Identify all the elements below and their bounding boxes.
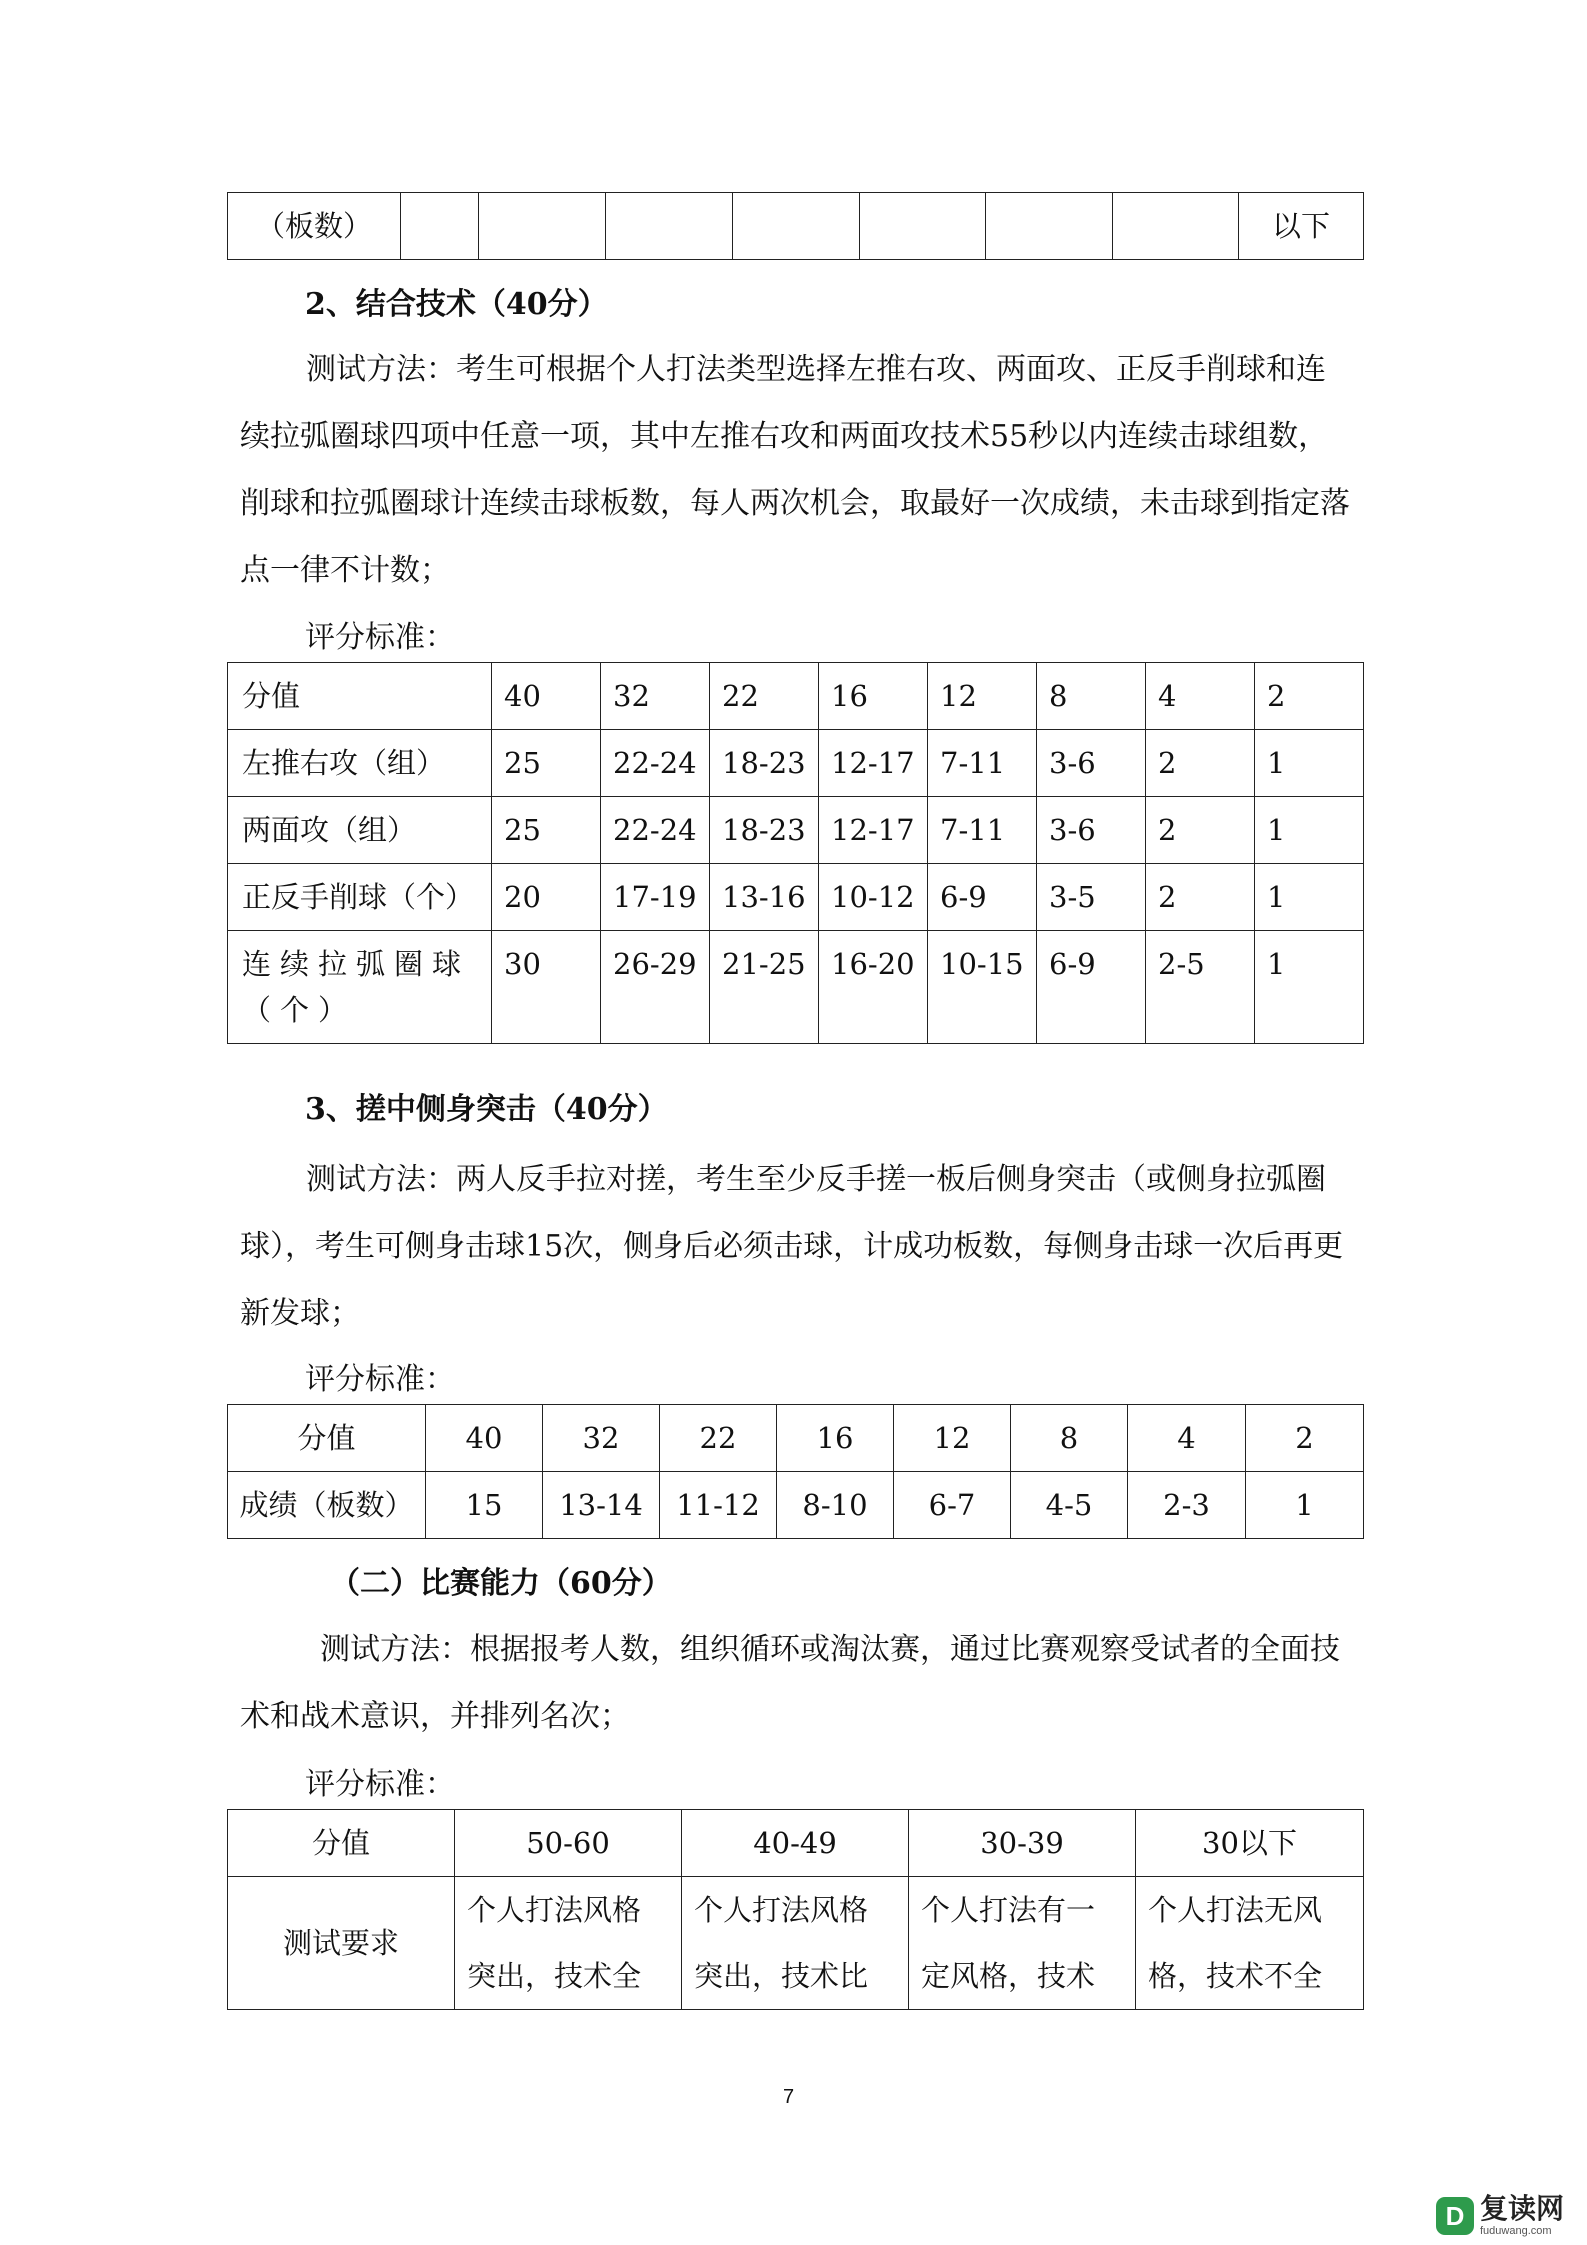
table-cell: 12-17	[819, 797, 928, 864]
table-cell: 20	[492, 864, 601, 931]
table-cell: 32	[543, 1405, 660, 1472]
criteria-label: 评分标准：	[305, 1767, 455, 1802]
method-paragraph: 测试方法：两人反手拉对搓，考生至少反手搓一板后侧身突击（或侧身拉弧圈球），考生可侧身击球15次，侧身后必须击球，计成功板数，每侧身击球一次后再更新发球；	[240, 1162, 1344, 1331]
section-heading: （二）比赛能力（60分）	[330, 1566, 672, 1601]
table-cell: 2	[1146, 730, 1255, 797]
watermark-name: 复读网	[1480, 2192, 1565, 2225]
match-table	[227, 1809, 1364, 2010]
score-table	[227, 1404, 1364, 1539]
table-cell: 17-19	[601, 864, 710, 931]
table-cell: 8	[1011, 1405, 1128, 1472]
criteria-label: 评分标准：	[305, 620, 455, 655]
table-cell: 26-29	[601, 931, 710, 1044]
section-heading: 2、结合技术（40分）	[305, 287, 608, 322]
table-cell: 21-25	[710, 931, 819, 1044]
table-cell: 22-24	[601, 730, 710, 797]
table-cell: 40	[492, 663, 601, 730]
table-cell	[860, 193, 986, 260]
table-cell: 3-6	[1037, 730, 1146, 797]
table-cell: 2	[1255, 663, 1364, 730]
table-row	[228, 1877, 1364, 2010]
table-row	[228, 797, 1364, 864]
table-cell	[401, 193, 479, 260]
table-cell: （板数）	[228, 193, 401, 260]
table-cell: 12	[928, 663, 1037, 730]
table-cell: 22	[660, 1405, 777, 1472]
table-cell: 1	[1255, 797, 1364, 864]
table-cell: 16	[777, 1405, 894, 1472]
table-cell	[479, 193, 606, 260]
table-cell: 1	[1246, 1472, 1364, 1539]
table-cell: 12	[894, 1405, 1011, 1472]
table-row	[228, 931, 1364, 1044]
table-cell	[733, 193, 860, 260]
table-cell: 1	[1255, 730, 1364, 797]
table-cell: 两面攻（组）	[228, 797, 492, 864]
table-cell: 8	[1037, 663, 1146, 730]
table-cell: 32	[601, 663, 710, 730]
score-table	[227, 662, 1364, 1044]
table-cell: 2	[1146, 797, 1255, 864]
table-row	[228, 1472, 1364, 1539]
watermark-url: fuduwang.com	[1480, 2225, 1552, 2237]
table-cell: 50-60	[455, 1810, 682, 1877]
table-cell: 22-24	[601, 797, 710, 864]
table-cell: 6-9	[928, 864, 1037, 931]
table-cell: 7-11	[928, 797, 1037, 864]
watermark-logo	[1436, 2192, 1565, 2237]
table-cell: 40	[426, 1405, 543, 1472]
table-cell: 40-49	[682, 1810, 909, 1877]
table-cell: 4-5	[1011, 1472, 1128, 1539]
table-cell: 13-16	[710, 864, 819, 931]
table-cell: 15	[426, 1472, 543, 1539]
table-cell: 25	[492, 730, 601, 797]
table-cell: 成绩（板数）	[228, 1472, 426, 1539]
table-cell: 25	[492, 797, 601, 864]
section-heading: 3、搓中侧身突击（40分）	[305, 1092, 668, 1127]
table-cell: 以下	[1239, 193, 1364, 260]
table-cell: 4	[1146, 663, 1255, 730]
table-continued	[227, 192, 1364, 260]
table-cell: 正反手削球（个）	[228, 864, 492, 931]
table-cell: 10-12	[819, 864, 928, 931]
table-cell	[1113, 193, 1239, 260]
table-cell: 2	[1146, 864, 1255, 931]
table-row	[228, 193, 1364, 260]
table-cell: 2	[1246, 1405, 1364, 1472]
table-cell: 2-5	[1146, 931, 1255, 1044]
table-cell: 2-3	[1128, 1472, 1246, 1539]
table-cell: 13-14	[543, 1472, 660, 1539]
table-row	[228, 663, 1364, 730]
table-cell: 11-12	[660, 1472, 777, 1539]
book-icon: D	[1436, 2197, 1474, 2235]
table-cell: 个人打法有一定风格，技术	[909, 1877, 1136, 2010]
table-cell: 1	[1255, 931, 1364, 1044]
table-row	[228, 1810, 1364, 1877]
table-cell: 30	[492, 931, 601, 1044]
table-cell: 22	[710, 663, 819, 730]
table-cell: 7-11	[928, 730, 1037, 797]
table-cell: 12-17	[819, 730, 928, 797]
table-cell: 1	[1255, 864, 1364, 931]
table-cell: 4	[1128, 1405, 1246, 1472]
table-cell: 18-23	[710, 797, 819, 864]
table-cell: 30-39	[909, 1810, 1136, 1877]
method-paragraph: 测试方法：考生可根据个人打法类型选择左推右攻、两面攻、正反手削球和连续拉弧圈球四项中任意一项，其中左推右攻和两面攻技术55秒以内连续击球组数，削球和拉弧圈球计连续击球板数，每人两次机会，取最好一次成绩，未击球到指定落点一律不计数；	[240, 352, 1350, 588]
table-cell: 分值	[228, 663, 492, 730]
method-paragraph: 测试方法：根据报考人数，组织循环或淘汰赛，通过比赛观察受试者的全面技术和战术意识，并排列名次；	[240, 1632, 1340, 1734]
table-cell: 连续拉弧圈球（个）	[228, 931, 492, 1044]
table-row	[228, 864, 1364, 931]
table-cell: 3-6	[1037, 797, 1146, 864]
table-cell: 测试要求	[228, 1877, 455, 2010]
table-cell: 10-15	[928, 931, 1037, 1044]
table-cell: 3-5	[1037, 864, 1146, 931]
table-row	[228, 730, 1364, 797]
table-cell: 个人打法风格突出，技术比	[682, 1877, 909, 2010]
table-cell: 6-9	[1037, 931, 1146, 1044]
page-number: 7	[783, 2086, 795, 2108]
table-cell: 分值	[228, 1405, 426, 1472]
table-cell	[606, 193, 733, 260]
table-cell	[986, 193, 1113, 260]
table-cell: 16-20	[819, 931, 928, 1044]
criteria-label: 评分标准：	[305, 1362, 455, 1397]
table-cell: 左推右攻（组）	[228, 730, 492, 797]
table-cell: 16	[819, 663, 928, 730]
table-row	[228, 1405, 1364, 1472]
table-cell: 分值	[228, 1810, 455, 1877]
table-cell: 30以下	[1136, 1810, 1364, 1877]
table-cell: 18-23	[710, 730, 819, 797]
table-cell: 6-7	[894, 1472, 1011, 1539]
table-cell: 8-10	[777, 1472, 894, 1539]
table-cell: 个人打法无风格，技术不全	[1136, 1877, 1364, 2010]
table-cell: 个人打法风格突出，技术全	[455, 1877, 682, 2010]
